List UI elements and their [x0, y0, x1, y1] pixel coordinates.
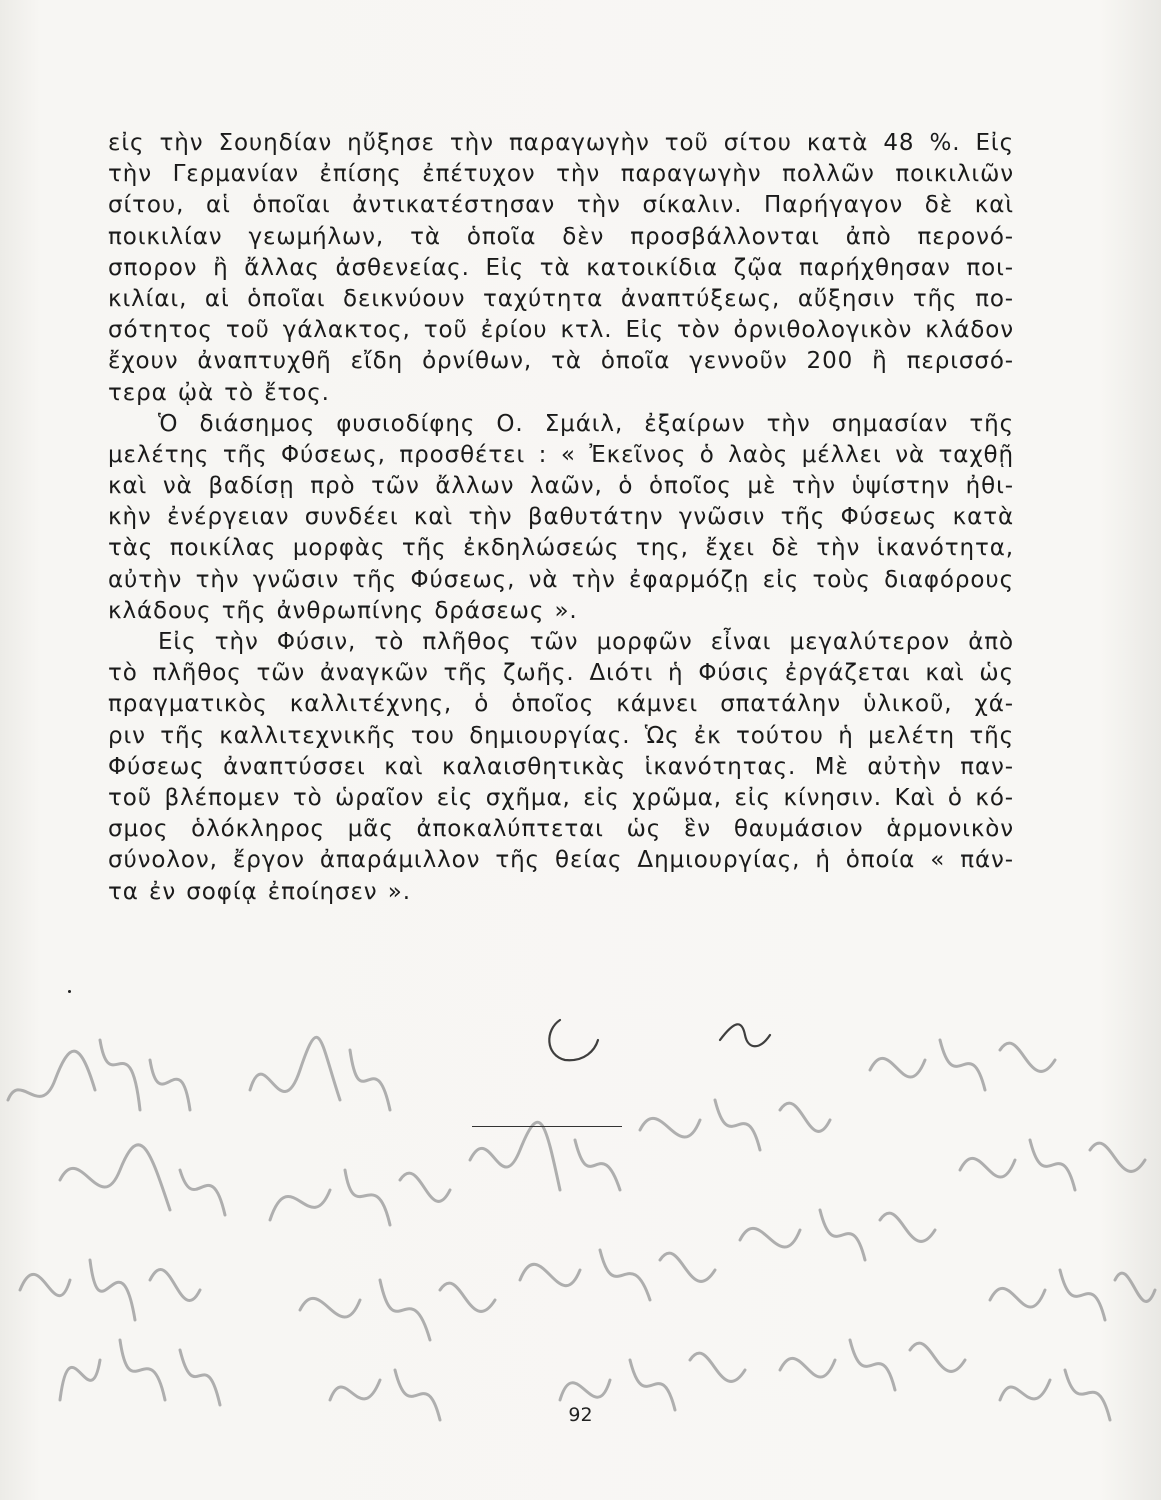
text-line: ριν τῆς καλλιτεχνικῆς του δημιουργίας. Ὡς ἐκ τούτου ἡ μελέτη τῆς: [108, 722, 1014, 749]
ink-stroke: [549, 1020, 598, 1060]
text-line: τὴν Γερμανίαν ἐπίσης ἐπέτυχον τὴν παραγωγὴν πολλῶν ποικιλιῶν: [108, 161, 1014, 188]
text-line: σότητος τοῦ γάλακτος, τοῦ ἐρίου κτλ. Εἰς τὸν ὀρνιθολογικὸν κλάδον: [108, 317, 1014, 344]
scribble-stroke: [640, 1100, 830, 1150]
text-line: καὶ νὰ βαδίσῃ πρὸ τῶν ἄλλων λαῶν, ὁ ὁποῖος μὲ τὴν ὑψίστην ἠθι-: [108, 473, 1014, 500]
paragraph-1: [108, 128, 1014, 409]
body-text: [108, 128, 1014, 908]
scribble-stroke: [300, 1280, 495, 1340]
ink-stroke: [720, 1024, 770, 1046]
text-line: τὰς ποικίλας μορφὰς τῆς ἐκδηλώσεώς της, ἔχει δὲ τὴν ἱκανότητα,: [108, 535, 1014, 562]
text-line: Εἰς τὴν Φύσιν, τὸ πλῆθος τῶν μορφῶν εἶναι μεγαλύτερον ἀπὸ: [158, 629, 1014, 655]
paragraph-3: [108, 627, 1014, 908]
text-line: τὸ πλῆθος τῶν ἀναγκῶν τῆς ζωῆς. Διότι ἡ Φύσις ἐργάζεται καὶ ὡς: [108, 660, 1014, 687]
text-line: Φύσεως ἀναπτύσσει καὶ καλαισθητικὰς ἱκανότητας. Μὲ αὐτὴν παν-: [108, 753, 1014, 780]
page-number: 92: [568, 1404, 593, 1426]
scribble-stroke: [20, 1260, 200, 1320]
scribble-stroke: [100, 1040, 190, 1110]
scribble-stroke: [870, 1040, 1055, 1090]
text-line: αὐτὴν τὴν γνῶσιν τῆς Φύσεως, νὰ τὴν ἐφαρμόζῃ εἰς τοὺς διαφόρους: [108, 566, 1014, 593]
paragraph-2: [108, 409, 1014, 627]
text-line: τερα ᾠὰ τὸ ἔτος.: [108, 379, 330, 406]
text-line: σύνολον, ἔργον ἀπαράμιλλον τῆς θείας Δημιουργίας, ἡ ὁποία « πάν-: [108, 847, 1014, 874]
scribble-stroke: [520, 1250, 715, 1300]
text-line: ἔχουν ἀναπτυχθῆ εἴδη ὀρνίθων, τὰ ὁποῖα γεννοῦν 200 ἢ περισσό-: [108, 348, 1014, 375]
text-line: ποικιλίαν γεωμήλων, τὰ ὁποῖα δὲν προσβάλλονται ἀπὸ περονό-: [108, 223, 1014, 250]
text-line: τα ἐν σοφίᾳ ἐποίησεν ».: [108, 878, 411, 905]
scribble-stroke: [780, 1340, 965, 1390]
text-line: σίτου, αἱ ὁποῖαι ἀντικατέστησαν τὴν σίκαλιν. Παρήγαγον δὲ καὶ: [108, 192, 1014, 219]
ink-speck: [68, 990, 71, 993]
text-line: κλάδους τῆς ἀνθρωπίνης δράσεως ».: [108, 597, 578, 624]
text-line: σμος ὁλόκληρος μᾶς ἀποκαλύπτεται ὡς ἓν θαυμάσιον ἁρμονικὸν: [108, 816, 1014, 843]
scribble-stroke: [560, 1353, 745, 1410]
pencil-scribbles: [0, 980, 1161, 1440]
text-line: μελέτης τῆς Φύσεως, προσθέτει : « Ἐκεῖνος ὁ λαὸς μέλλει νὰ ταχθῇ: [108, 441, 1014, 468]
text-line: Ὁ διάσημος φυσιοδίφης Ο. Σμάιλ, ἐξαίρων τὴν σημασίαν τῆς: [158, 410, 1014, 437]
scribble-stroke: [740, 1210, 935, 1260]
scribble-stroke: [8, 1051, 95, 1100]
scribble-stroke: [60, 1145, 225, 1215]
text-line: τοῦ βλέπομεν τὸ ὡραῖον εἰς σχῆμα, εἰς χρῶμα, εἰς κίνησιν. Καὶ ὁ κό-: [108, 784, 1014, 811]
text-line: σπορον ἢ ἄλλας ἀσθενείας. Εἰς τὰ κατοικίδια ζῷα παρήχθησαν ποι-: [108, 254, 1014, 281]
scribble-stroke: [250, 1037, 390, 1110]
scribble-stroke: [470, 1122, 620, 1190]
text-line: κιλίαι, αἱ ὁποῖαι δεικνύουν ταχύτητα ἀναπτύξεως, αὔξησιν τῆς πο-: [108, 285, 1014, 312]
text-line: κὴν ἐνέργειαν συνδέει καὶ τὴν βαθυτάτην γνῶσιν τῆς Φύσεως κατὰ: [108, 504, 1014, 531]
section-divider: [472, 1126, 622, 1127]
scribble-stroke: [270, 1170, 450, 1225]
scribble-stroke: [60, 1340, 220, 1405]
scribble-stroke: [990, 1270, 1155, 1320]
text-line: εἰς τὴν Σουηδίαν ηὔξησε τὴν παραγωγὴν τοῦ σίτου κατὰ 48 %. Εἰς: [108, 130, 1014, 156]
scribble-stroke: [960, 1140, 1145, 1190]
text-line: πραγματικὸς καλλιτέχνης, ὁ ὁποῖος κάμνει σπατάλην ὑλικοῦ, χά-: [108, 691, 1014, 718]
